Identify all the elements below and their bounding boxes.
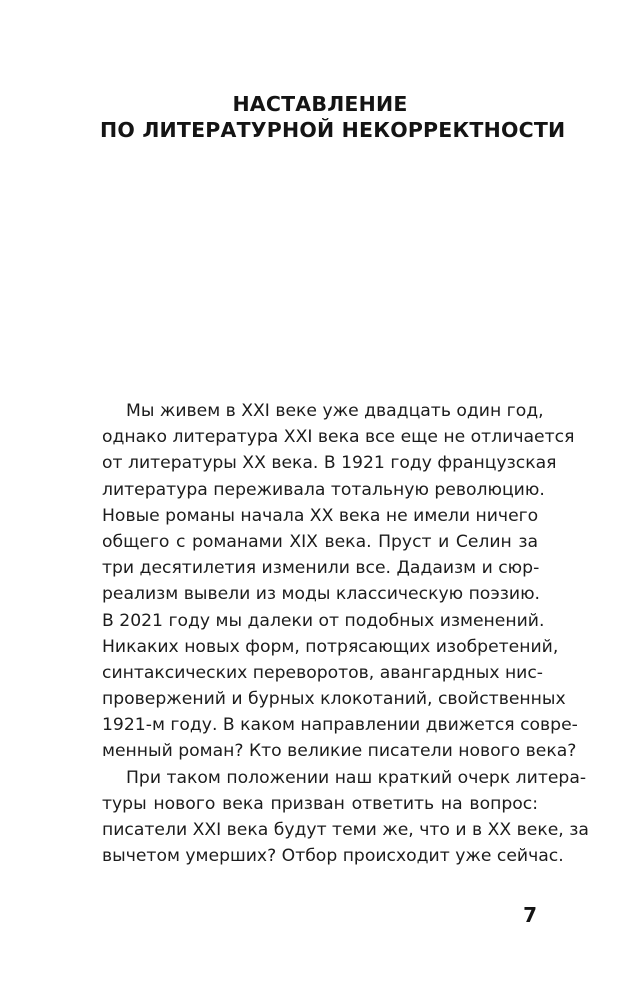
text-line: вычетом умерших? Отбор происходит уже сейчас. bbox=[102, 846, 564, 867]
text-line: 1921-м году. В каком направлении движется совре- bbox=[102, 715, 578, 736]
text-line: синтаксических переворотов, авангардных нис- bbox=[102, 662, 544, 683]
text-line: реализм вывели из моды классическую поэзию. bbox=[102, 584, 540, 605]
text-line: три десятилетия изменили все. Дадаизм и сюр- bbox=[102, 558, 540, 579]
chapter-title-line-2: ПО ЛИТЕРАТУРНОЙ НЕКОРРЕКТНОСТИ bbox=[100, 118, 566, 143]
paragraph-2 bbox=[102, 765, 589, 870]
paragraph-1 bbox=[102, 398, 578, 765]
text-line: При таком положении наш краткий очерк литера- bbox=[126, 767, 587, 788]
page-number: 7 bbox=[523, 903, 537, 927]
text-line: литература переживала тотальную революцию. bbox=[102, 479, 545, 500]
text-line: Новые романы начала XX века не имели ничего bbox=[102, 505, 539, 526]
text-line: от литературы XX века. В 1921 году французская bbox=[102, 453, 557, 474]
body-text bbox=[102, 398, 589, 869]
text-line: туры нового века призван ответить на вопрос: bbox=[102, 793, 538, 814]
chapter-title bbox=[100, 88, 566, 143]
text-line: писатели XXI века будут теми же, что и в XX веке, за bbox=[102, 820, 589, 840]
text-line: однако литература XXI века все еще не отличается bbox=[102, 427, 575, 448]
chapter-title-line-1: НАСТАВЛЕНИЕ bbox=[232, 92, 408, 116]
text-line: менный роман? Кто великие писатели нового века? bbox=[102, 741, 577, 762]
text-line: провержений и бурных клокотаний, свойственных bbox=[102, 689, 566, 710]
text-line: В 2021 году мы далеки от подобных изменений. bbox=[102, 610, 545, 631]
text-line: Никаких новых форм, потрясающих изобретений, bbox=[102, 636, 559, 657]
text-line: общего с романами XIX века. Пруст и Селин за bbox=[102, 531, 538, 552]
text-line: Мы живем в XXI веке уже двадцать один год, bbox=[126, 401, 544, 421]
